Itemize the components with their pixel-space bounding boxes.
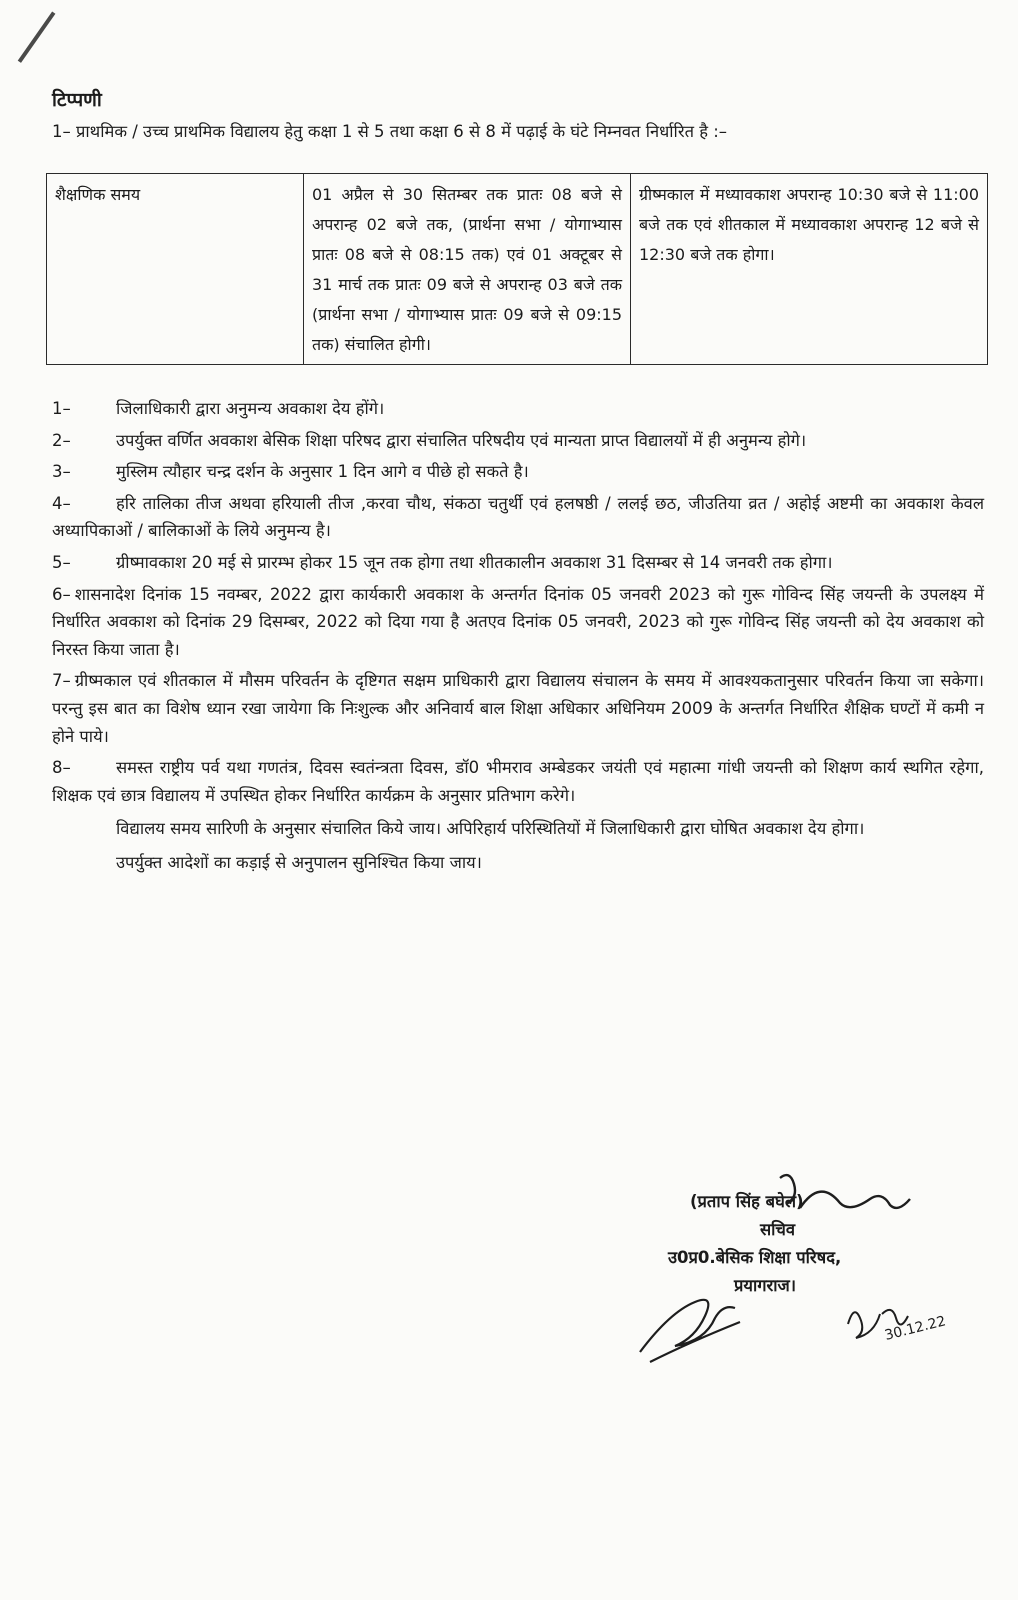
list-item xyxy=(52,490,984,545)
page-title: टिप्पणी xyxy=(52,89,102,111)
list-item xyxy=(52,458,984,486)
handwritten-signature xyxy=(630,1282,750,1372)
note-text: उपर्युक्त वर्णित अवकाश बेसिक शिक्षा परिषद द्वारा संचालित परिषदीय एवं मान्यता प्राप्त विद्यालयों में ही अनुमन्य होगे। xyxy=(116,430,807,450)
note-number: 5– xyxy=(52,552,71,572)
timing-label-cell: शैक्षणिक समय xyxy=(47,174,304,365)
list-item xyxy=(52,754,984,809)
page-fold-mark xyxy=(0,0,55,63)
note-text: ग्रीष्मावकाश 20 मई से प्रारम्भ होकर 15 जून तक होगा तथा शीतकालीन अवकाश 31 दिसम्बर से 14 जनवरी तक होगा। xyxy=(116,552,833,572)
handwritten-date: 30.12.22 xyxy=(883,1313,948,1344)
document-body xyxy=(52,86,984,877)
note-text: मुस्लिम त्यौहार चन्द्र दर्शन के अनुसार 1 दिन आगे व पीछे हो सकते है। xyxy=(116,462,529,482)
handwritten-initial-signature xyxy=(770,1168,930,1228)
signatory-name: (प्रताप सिंह बघेल) xyxy=(690,1192,804,1211)
signatory-place: प्रयागराज। xyxy=(734,1276,797,1295)
note-number: 6– xyxy=(52,584,71,604)
list-item xyxy=(52,427,984,455)
note-text: समस्त राष्ट्रीय पर्व यथा गणतंत्र, दिवस स्वतंन्त्रता दिवस, डॉ0 भीमराव अम्बेडकर जयंती एवं महात्मा गांधी जयन्ती को शिक्षण कार्य स्थगित रहेगा, शिक्षक एवं छात्र विद्यालय में उपस्थित होकर निर्धारित कार्यक्रम के अनुसार प्रतिभाग करेगे। xyxy=(52,758,984,805)
school-hours-cell: 01 अप्रैल से 30 सितम्बर तक प्रातः 08 बजे से अपरान्ह 02 बजे तक, (प्रार्थना सभा / योगाभ्यास प्रातः 08 बजे से 08:15 तक) एवं 01 अक्टूबर से 31 मार्च तक प्रातः 09 बजे से अपरान्ह 03 बजे तक (प्रार्थना सभा / योगाभ्यास प्रातः 09 बजे से 09:15 तक) संचालित होगी। xyxy=(304,174,631,365)
note-number: 4– xyxy=(52,493,71,513)
note-text: शासनादेश दिनांक 15 नवम्बर, 2022 द्वारा कार्यकारी अवकाश के अन्तर्गत दिनांक 05 जनवरी 2023 को गुरू गोविन्द सिंह जयन्ती के उपलक्ष्य में निर्धारित अवकाश को दिनांक 29 दिसम्बर, 2022 को दिया गया है अतएव दिनांक 05 जनवरी, 2023 को गुरू गोविन्द सिंह जयन्ती को देय अवकाश को निरस्त किया जाता है। xyxy=(52,584,984,659)
recess-cell: ग्रीष्मकाल में मध्यावकाश अपरान्ह 10:30 बजे से 11:00 बजे तक एवं शीतकाल में मध्यावकाश अपरान्ह 12 बजे से 12:30 बजे तक होगा। xyxy=(631,174,988,365)
note-text: जिलाधिकारी द्वारा अनुमन्य अवकाश देय होंगे। xyxy=(116,399,385,418)
note-number: 3– xyxy=(52,462,71,482)
handwritten-date-signature xyxy=(842,1284,982,1354)
closing-paragraph: उपर्युक्त आदेशों का कड़ाई से अनुपालन सुनिश्चित किया जाय। xyxy=(116,852,482,872)
signatory-office: उ0प्र0.बेसिक शिक्षा परिषद, xyxy=(668,1248,842,1267)
closing-paragraph: विद्यालय समय सारिणी के अनुसार संचालित किये जाय। अपिरिहार्य परिस्थितियों में जिलाधिकारी द्वारा घोषित अवकाश देय होगा। xyxy=(116,819,865,839)
notes-list xyxy=(52,395,984,809)
list-item xyxy=(52,667,984,750)
intro-paragraph: 1– प्राथमिक / उच्च प्राथमिक विद्यालय हेतु कक्षा 1 से 5 तथा कक्षा 6 से 8 में पढ़ाई के घंटे निम्नवत निर्धारित है :– xyxy=(52,122,728,141)
list-item xyxy=(52,395,984,423)
note-number: 2– xyxy=(52,430,71,450)
note-number: 8– xyxy=(52,758,71,778)
list-item xyxy=(52,581,984,664)
signatory-designation: सचिव xyxy=(760,1220,796,1239)
note-text: ग्रीष्मकाल एवं शीतकाल में मौसम परिवर्तन के दृष्टिगत सक्षम प्राधिकारी द्वारा विद्यालय संचालन के समय में आवश्यकतानुसार परिवर्तन किया जा सकेगा। परन्तु इस बात का विशेष ध्यान रखा जायेगा कि निःशुल्क और अनिवार्य बाल शिक्षा अधिकार अधिनियम 2009 के अन्तर्गत निर्धारित शैक्षिक घण्टों में कमी न होने पाये। xyxy=(52,671,984,746)
list-item xyxy=(52,549,984,577)
timing-table xyxy=(46,173,988,365)
note-number: 1– xyxy=(52,399,71,418)
note-text: हरि तालिका तीज अथवा हरियाली तीज ,करवा चौथ, संकठा चतुर्थी एवं हलषष्ठी / ललई छठ, जीउतिया व्रत / अहोई अष्टमी का अवकाश केवल अध्यापिकाओं / बालिकाओं के लिये अनुमन्य है। xyxy=(52,493,984,541)
table-row xyxy=(47,174,988,365)
note-number: 7– xyxy=(52,671,71,691)
